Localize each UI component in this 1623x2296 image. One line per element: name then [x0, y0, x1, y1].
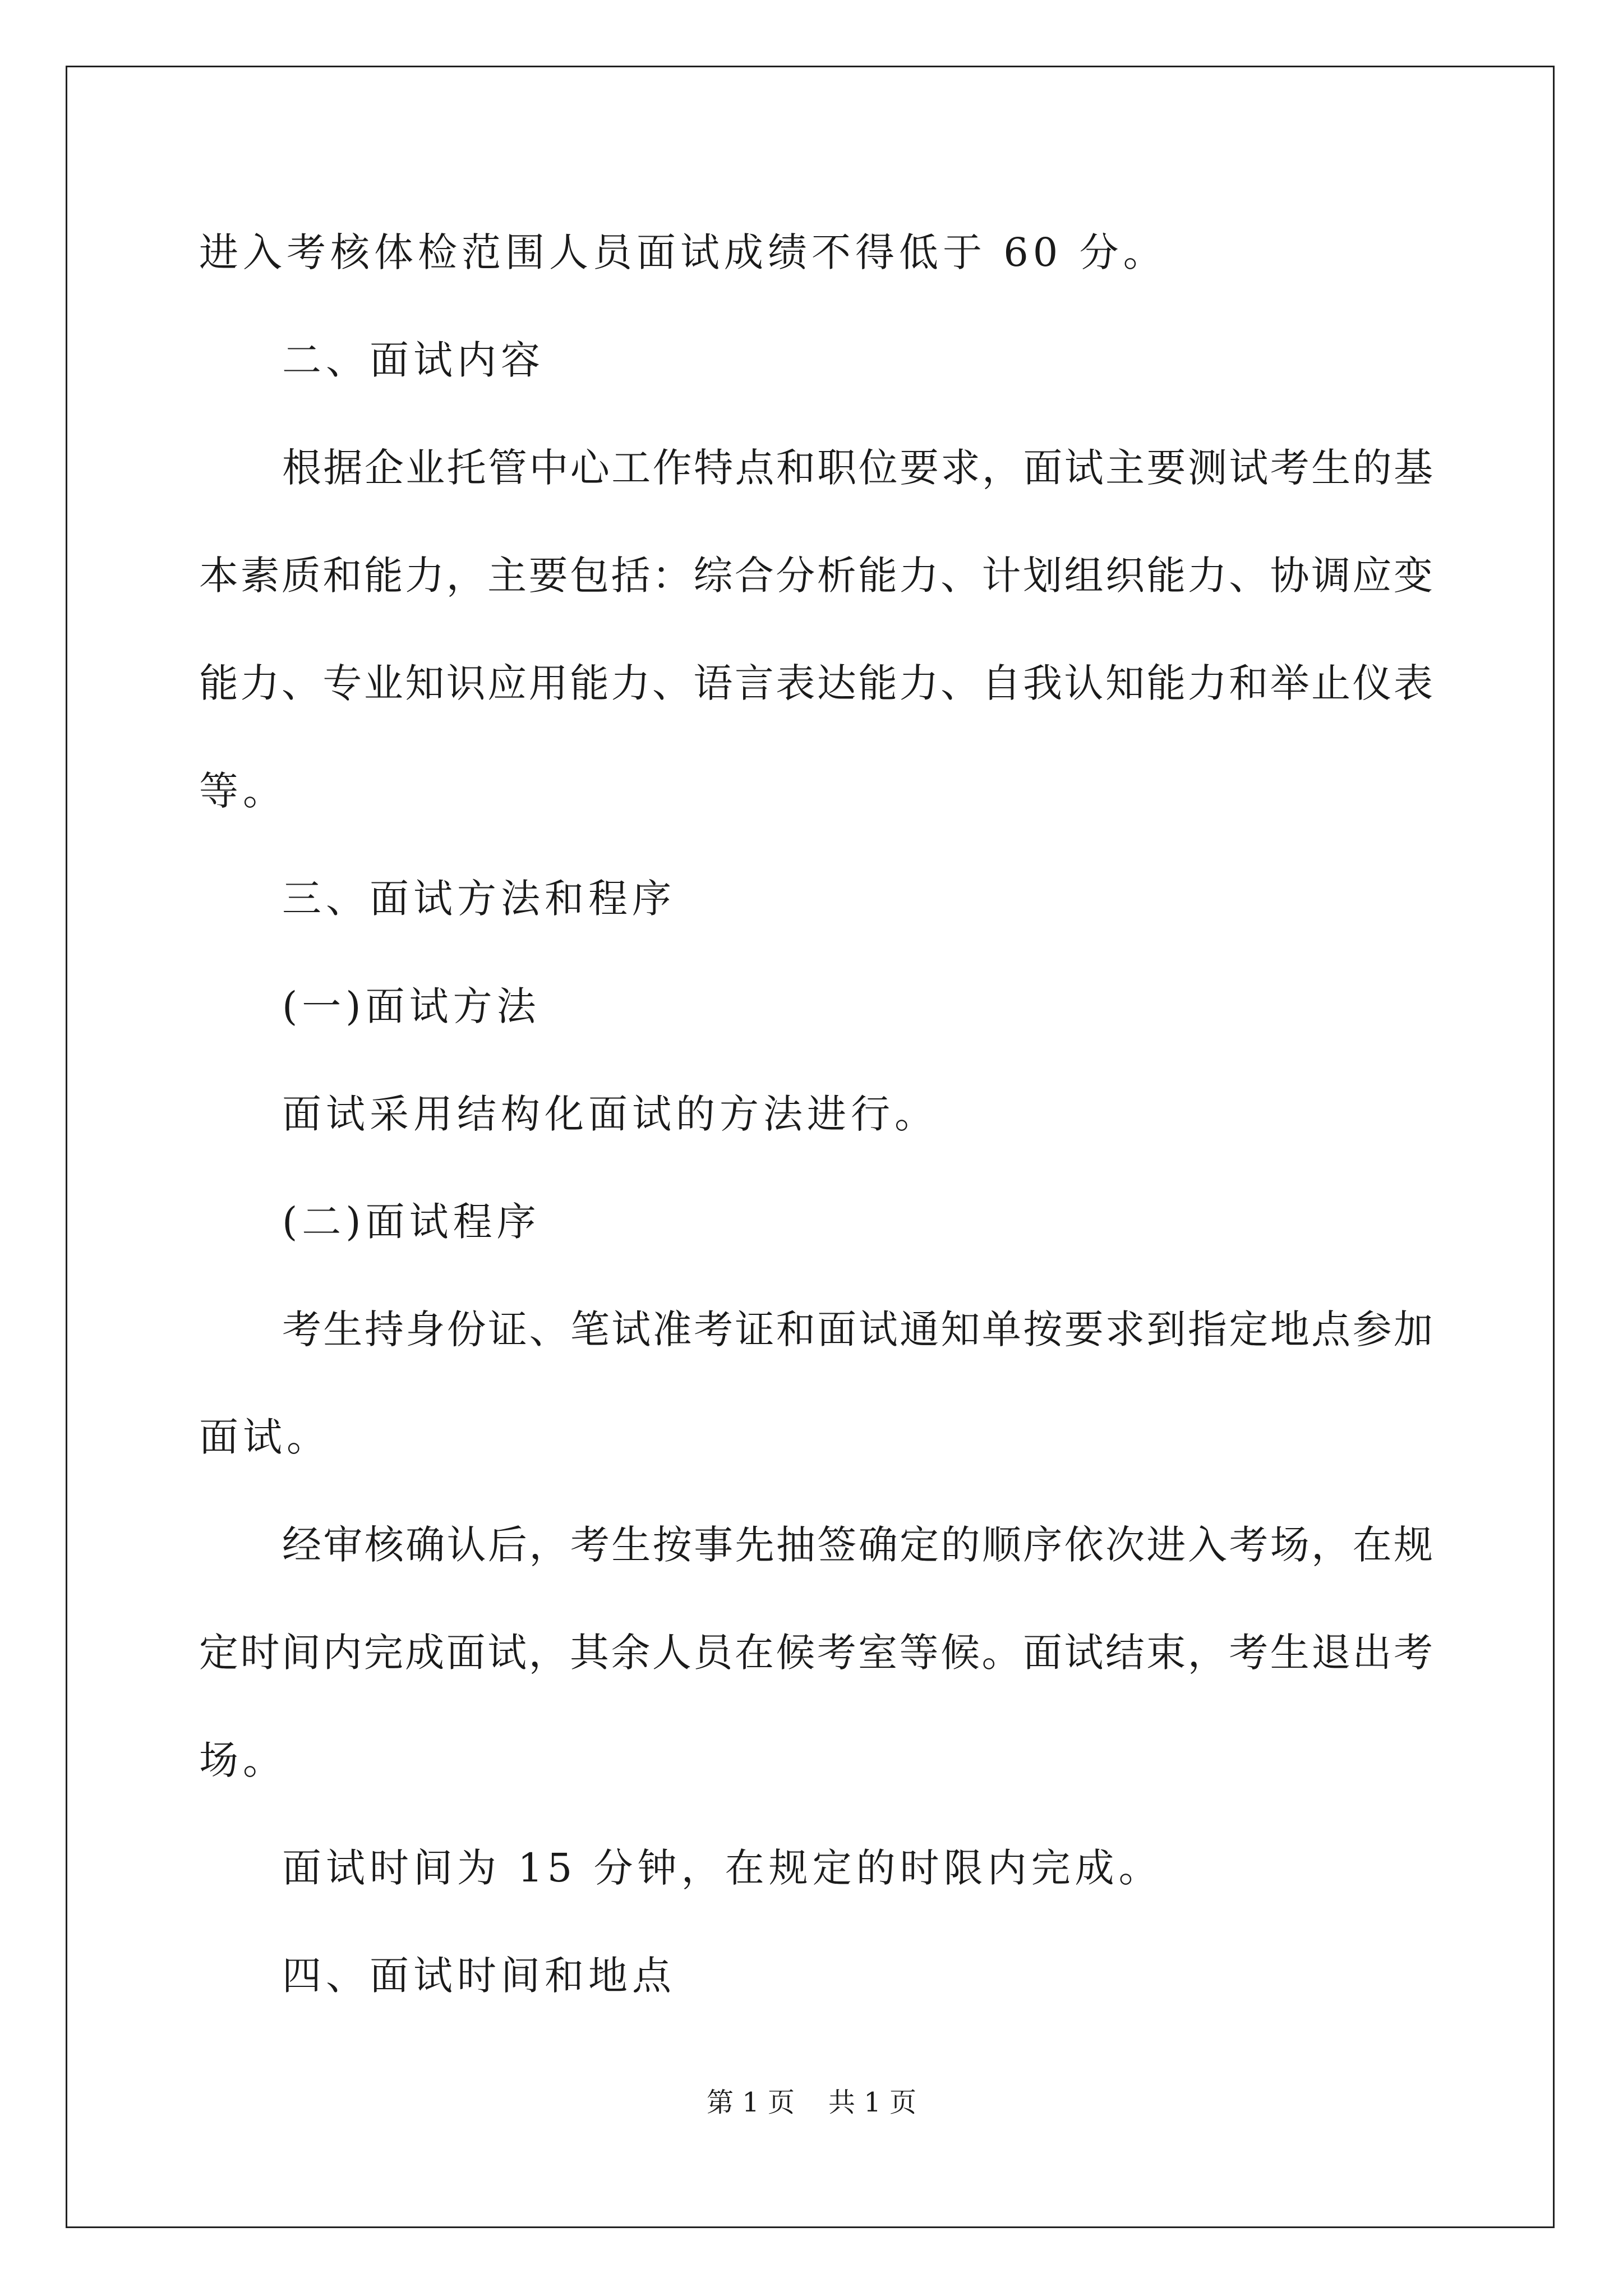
paragraph-line-6: 等。 [199, 768, 287, 814]
page-border [66, 66, 1555, 2228]
paragraph-line-1: 进入考核体检范围人员面试成绩不得低于 60 分。 [199, 229, 1167, 275]
paragraph-line-5: 能力、专业知识应用能力、语言表达能力、自我认知能力和举止仪表 [199, 660, 1433, 706]
section-heading-2: 二、面试内容 [282, 337, 545, 383]
page-footer [0, 2086, 1623, 2119]
paragraph-line-13: 经审核确认后，考生按事先抽签确定的顺序依次进入考场，在规 [282, 1522, 1433, 1568]
subsection-heading-2: (二)面试程序 [282, 1199, 541, 1245]
paragraph-line-9: 面试采用结构化面试的方法进行。 [282, 1091, 938, 1137]
section-heading-3: 三、面试方法和程序 [282, 876, 676, 922]
paragraph-line-4: 本素质和能力，主要包括：综合分析能力、计划组织能力、协调应变 [199, 553, 1433, 599]
total-pages: 共 1 页 [828, 2087, 917, 2118]
paragraph-line-12: 面试。 [199, 1414, 330, 1460]
paragraph-line-14: 定时间内完成面试，其余人员在候考室等候。面试结束，考生退出考 [199, 1630, 1433, 1676]
current-page-number: 第 1 页 [706, 2087, 795, 2118]
paragraph-line-15: 场。 [199, 1737, 287, 1783]
paragraph-line-3: 根据企业托管中心工作特点和职位要求，面试主要测试考生的基 [282, 445, 1433, 491]
paragraph-line-16: 面试时间为 15 分钟，在规定的时限内完成。 [282, 1845, 1163, 1891]
section-heading-4: 四、面试时间和地点 [282, 1953, 676, 1999]
subsection-heading-1: (一)面试方法 [282, 983, 541, 1029]
paragraph-line-11: 考生持身份证、笔试准考证和面试通知单按要求到指定地点参加 [282, 1306, 1433, 1352]
